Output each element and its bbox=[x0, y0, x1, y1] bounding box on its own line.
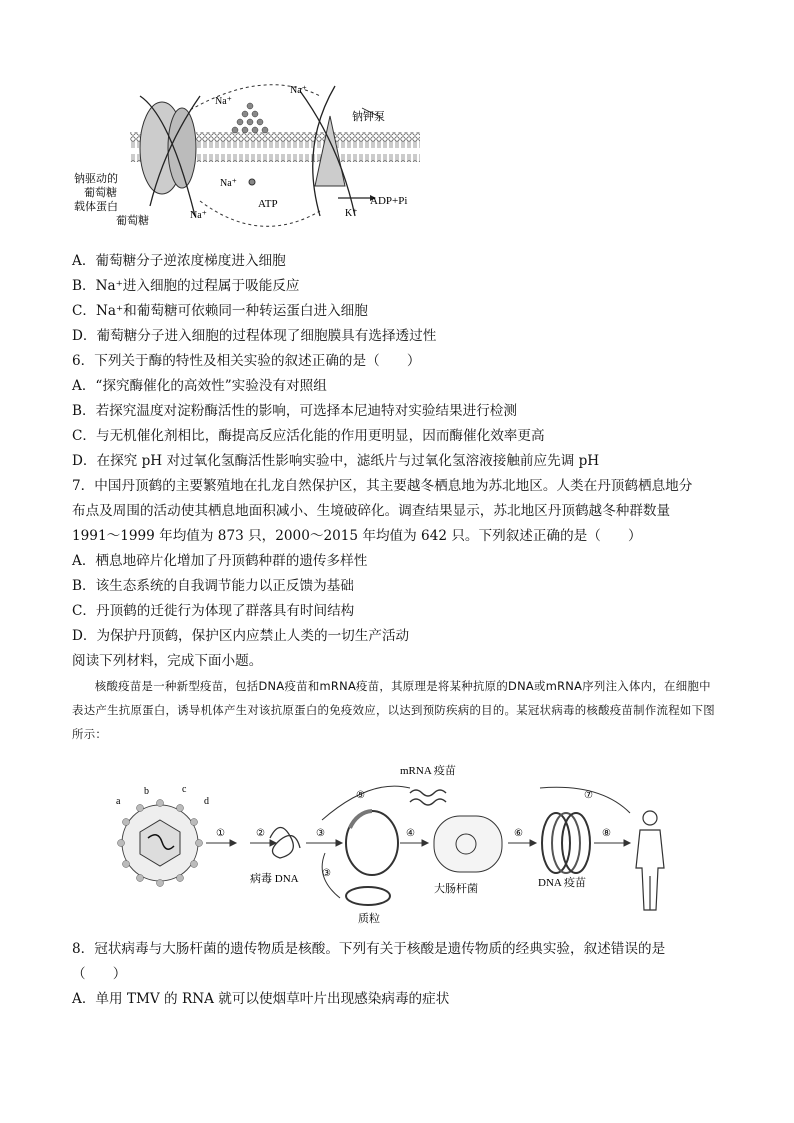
q7-option-c: C．丹顶鹤的迁徙行为体现了群落具有时间结构 bbox=[72, 603, 355, 619]
q7-stem-line3: 1991～1999 年均值为 873 只，2000～2015 年均值为 642 只。下列叙述正确的是（ ） bbox=[72, 528, 642, 544]
q7-stem-line2: 布点及周围的活动使其栖息地面积减小、生境破碎化。调查结果显示，苏北地区丹顶鹤越冬种群数量 bbox=[72, 503, 671, 519]
q8-option-a: A．单用 TMV 的 RNA 就可以使烟草叶片出现感染病毒的症状 bbox=[72, 991, 450, 1007]
label-b: b bbox=[144, 786, 149, 797]
q6-option-c: C．与无机催化剂相比，酶提高反应活化能的作用更明显，因而酶催化效率更高 bbox=[72, 428, 545, 444]
q5-option-d: D．葡萄糖分子进入细胞的过程体现了细胞膜具有选择透过性 bbox=[72, 328, 437, 344]
membrane-transport-figure bbox=[70, 76, 430, 236]
step-1: ① bbox=[216, 828, 225, 839]
label-mrna-vaccine: mRNA 疫苗 bbox=[400, 765, 456, 777]
q7-option-a: A．栖息地碎片化增加了丹顶鹤种群的遗传多样性 bbox=[72, 553, 368, 569]
label-carrier-1: 钠驱动的 bbox=[74, 173, 118, 185]
material-intro: 阅读下列材料，完成下面小题。 bbox=[72, 653, 263, 669]
q7-option-d: D．为保护丹顶鹤，保护区内应禁止人类的一切生产活动 bbox=[72, 628, 410, 644]
step-2: ② bbox=[256, 828, 265, 839]
label-c: c bbox=[182, 784, 187, 795]
label-carrier-3: 载体蛋白 bbox=[74, 201, 118, 213]
q6-option-a: A．“探究酶催化的高效性”实验没有对照组 bbox=[72, 378, 327, 394]
label-viral-dna: 病毒 DNA bbox=[250, 873, 299, 885]
q5-option-a: A．葡萄糖分子逆浓度梯度进入细胞 bbox=[72, 253, 286, 269]
vaccine-workflow-figure bbox=[110, 758, 670, 928]
step-6: ⑥ bbox=[514, 828, 523, 839]
label-na-mid: Na⁺ bbox=[220, 178, 237, 189]
step-4: ④ bbox=[406, 828, 415, 839]
q5-option-c: C．Na⁺和葡萄糖可依赖同一种转运蛋白进入细胞 bbox=[72, 303, 368, 319]
label-ecoli: 大肠杆菌 bbox=[434, 883, 478, 895]
human-figure bbox=[636, 811, 664, 910]
step-3b: ③ bbox=[322, 868, 331, 879]
label-dna-vaccine: DNA 疫苗 bbox=[538, 877, 586, 889]
q7-option-b: B．该生态系统的自我调节能力以正反馈为基础 bbox=[72, 578, 354, 594]
label-na-bottom: Na⁺ bbox=[190, 210, 207, 221]
label-a: a bbox=[116, 796, 121, 807]
label-d: d bbox=[204, 796, 209, 807]
label-na-top-right: Na⁺ bbox=[290, 85, 307, 96]
q7-stem-line1: 7．中国丹顶鹤的主要繁殖地在扎龙自然保护区，其主要越冬栖息地为苏北地区。人类在丹顶鹤栖息地分 bbox=[72, 478, 693, 494]
sodium-ions-cluster bbox=[232, 103, 268, 133]
virus-particle bbox=[118, 800, 203, 887]
step-3: ③ bbox=[316, 828, 325, 839]
step-8: ⑧ bbox=[602, 828, 611, 839]
q6-stem: 6．下列关于酶的特性及相关实验的叙述正确的是（ ） bbox=[72, 353, 421, 369]
q6-option-d: D．在探究 pH 对过氧化氢酶活性影响实验中，滤纸片与过氧化氢溶液接触前应先调 pH bbox=[72, 453, 600, 469]
q8-paren: （ ） bbox=[72, 966, 127, 982]
sodium-ion-dot bbox=[249, 179, 255, 185]
step-7: ⑦ bbox=[584, 790, 593, 801]
label-pump: 钠钾泵 bbox=[352, 111, 385, 123]
q5-option-b: B．Na⁺进入细胞的过程属于吸能反应 bbox=[72, 278, 300, 294]
label-plasmid: 质粒 bbox=[358, 913, 380, 925]
material-text: 核酸疫苗是一种新型疫苗，包括DNA疫苗和mRNA疫苗，其原理是将某种抗原的DNA或mRNA序列注入体内，在细胞中表达产生抗原蛋白，诱导机体产生对该抗原蛋白的免疫效应，以达到预防疾病的目的。某冠状病毒的核酸疫苗制作流程如下图所示： bbox=[72, 679, 715, 741]
step-5: ⑤ bbox=[356, 790, 365, 801]
label-carrier-2: 葡萄糖 bbox=[84, 187, 117, 199]
mrna-arrow bbox=[322, 786, 410, 820]
plasmid-shape bbox=[346, 887, 390, 905]
label-na-top-left: Na⁺ bbox=[215, 96, 232, 107]
q6-option-b: B．若探究温度对淀粉酶活性的影响，可选择本尼迪特对实验结果进行检测 bbox=[72, 403, 517, 419]
mrna-wave bbox=[410, 790, 446, 796]
q8-stem: 8．冠状病毒与大肠杆菌的遗传物质是核酸。下列有关于核酸是遗传物质的经典实验，叙述错误的是 bbox=[72, 941, 666, 957]
label-k: K⁺ bbox=[345, 208, 358, 219]
label-glucose: 葡萄糖 bbox=[116, 215, 149, 227]
label-atp: ATP bbox=[258, 198, 278, 210]
ecoli-cell bbox=[434, 816, 502, 872]
label-adp: ADP+Pi bbox=[370, 195, 408, 207]
